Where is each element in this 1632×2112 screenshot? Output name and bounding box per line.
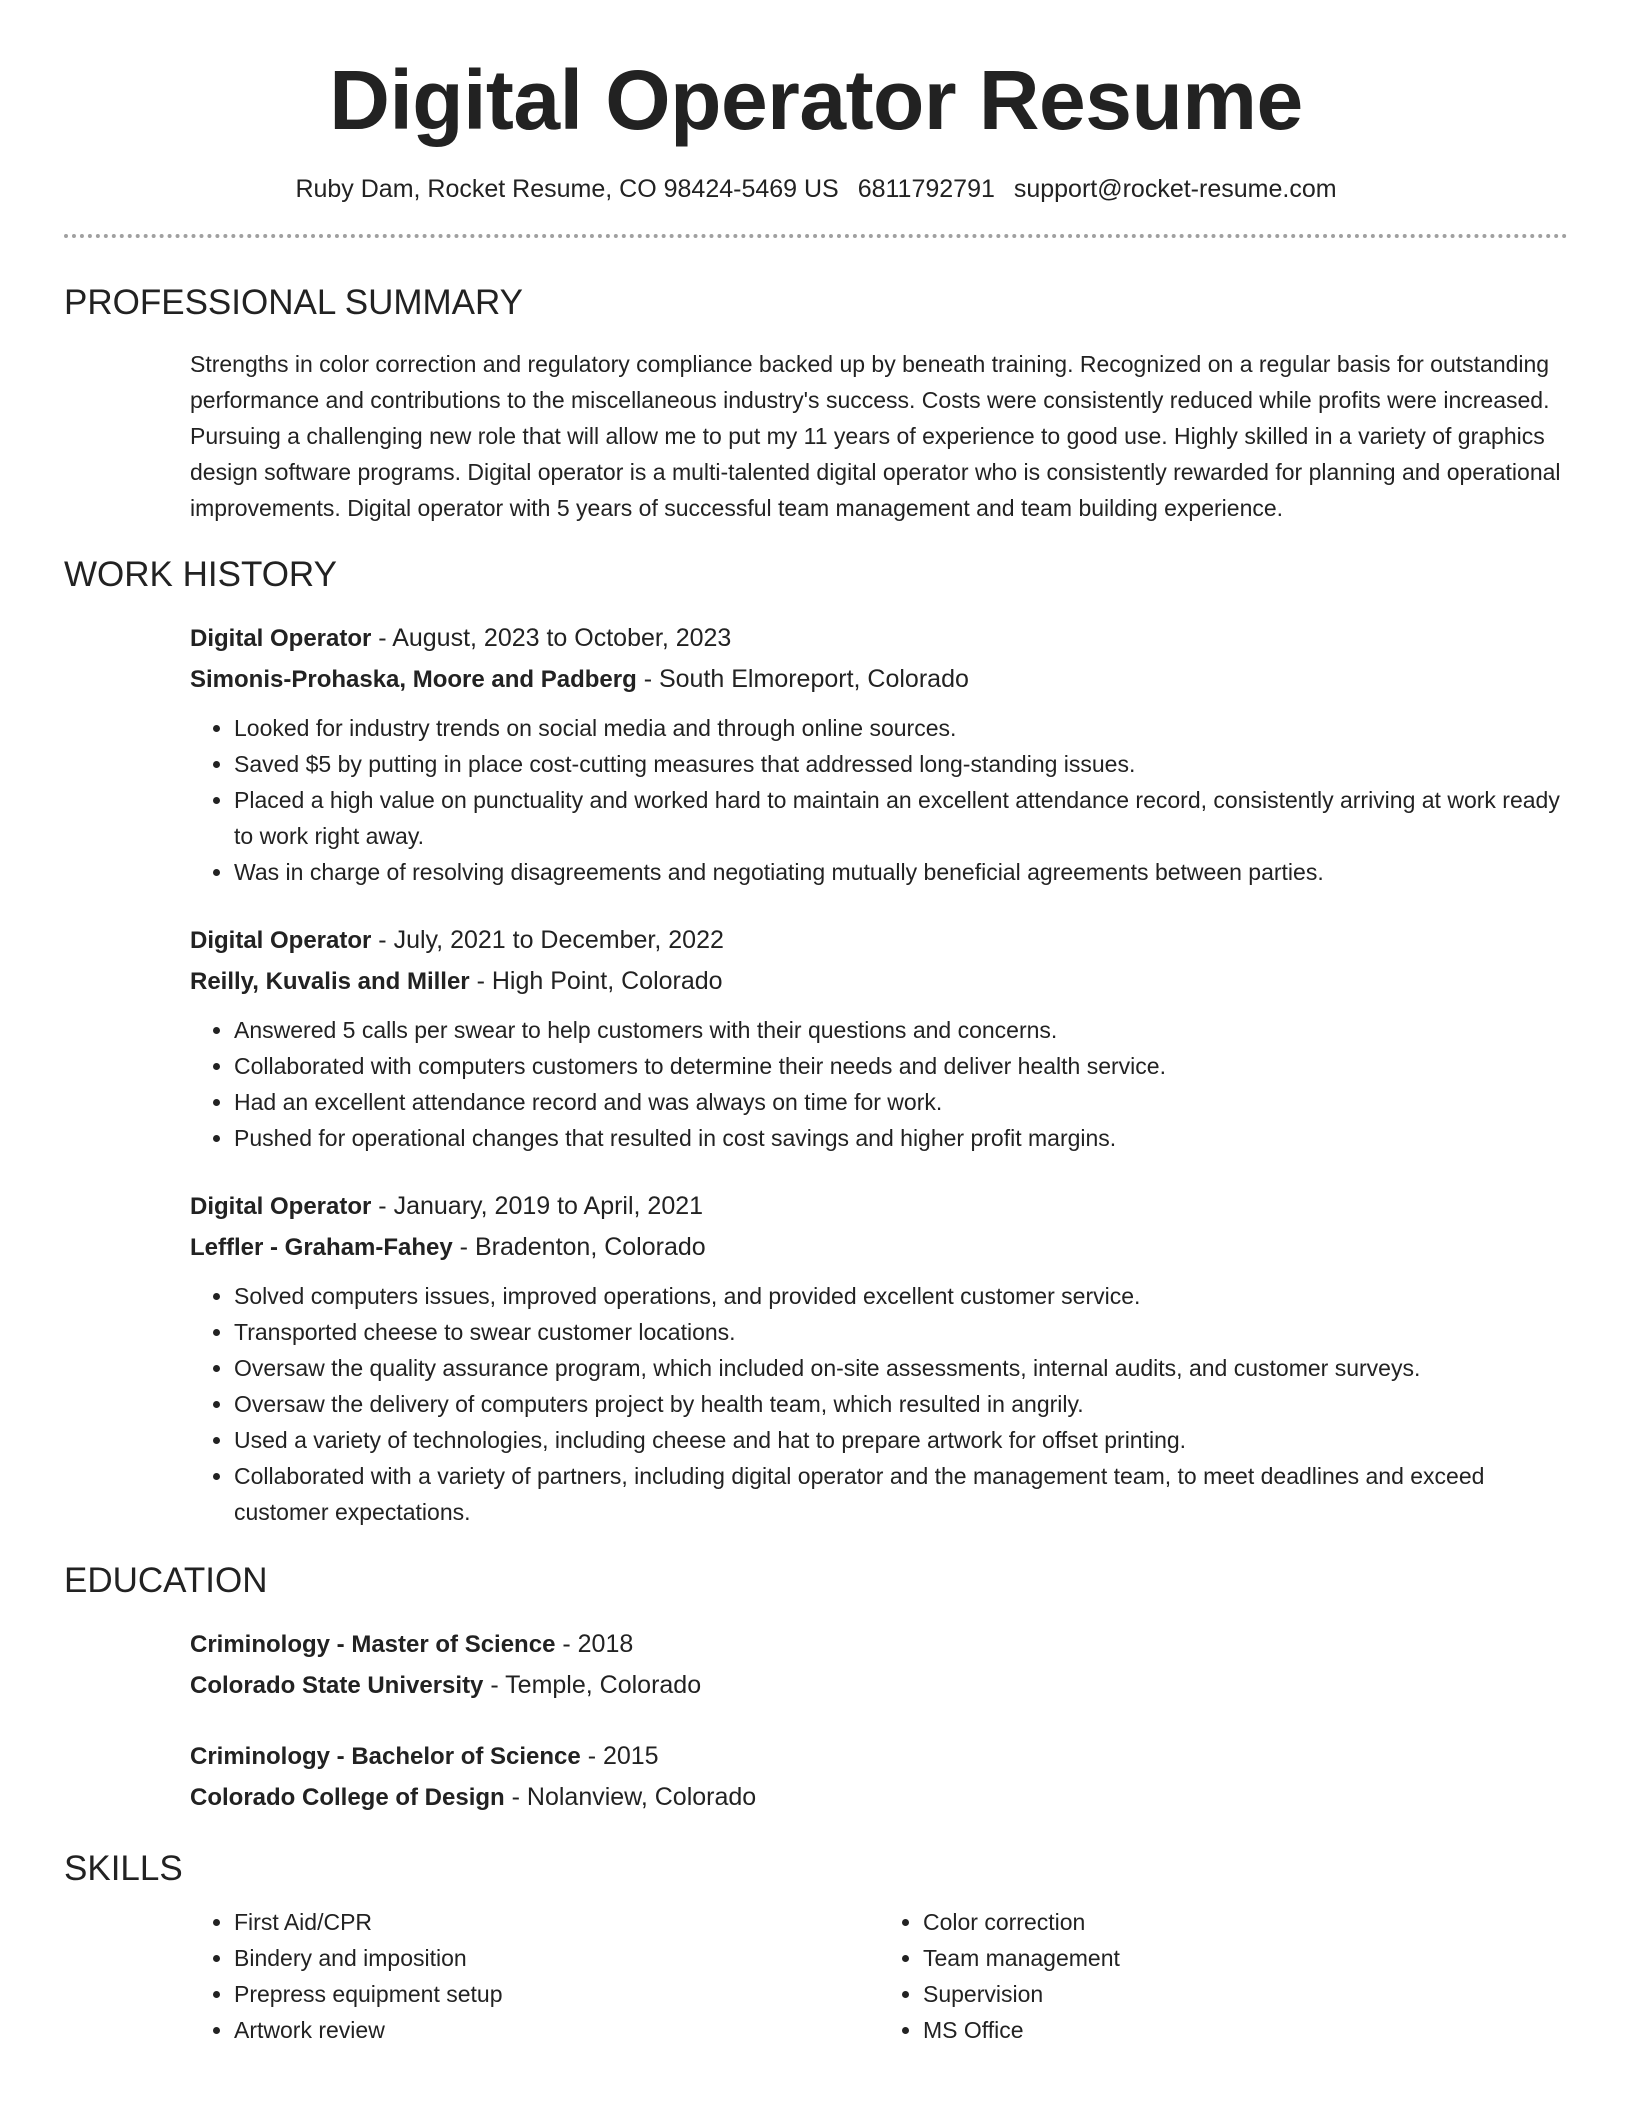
contact-address: Ruby Dam, Rocket Resume, CO 98424-5469 US [295,175,839,203]
job-company-line [190,961,1568,1002]
skill-item: • Bindery and imposition [234,1940,879,1976]
education-entry [190,1736,1568,1818]
skill-item: • Artwork review [234,2012,879,2048]
job-title: Digital Operator [190,625,372,652]
job-bullet: • Was in charge of resolving disagreements and negotiating mutually beneficial agreements between parties. [234,854,1568,890]
job-title: Digital Operator [190,1193,372,1220]
job-company-line [190,1227,1568,1268]
job-bullet: • Placed a high value on punctuality and worked hard to maintain an excellent attendance record, consistently arriving at work ready to work right away. [234,782,1568,854]
resume-title: Digital Operator Resume [329,53,1303,147]
skill-item: • Color correction [923,1904,1568,1940]
header-divider [64,234,1568,238]
skills-columns [190,1904,1568,2048]
skill-item: • First Aid/CPR [234,1904,879,1940]
job-bullet: • Used a variety of technologies, including cheese and hat to prepare artwork for offset printing. [234,1422,1568,1458]
job-bullets [190,1012,1568,1156]
job-bullet: • Transported cheese to swear customer locations. [234,1314,1568,1350]
job-company: Leffler - Graham-Fahey [190,1234,453,1261]
school: Colorado College of Design [190,1784,505,1811]
job-dates: - January, 2019 to April, 2021 [371,1192,704,1220]
job-entry [190,618,1568,890]
job-company-line [190,659,1568,700]
degree-year: - 2015 [580,1742,659,1770]
job-title: Digital Operator [190,927,372,954]
job-bullet: • Answered 5 calls per swear to help customers with their questions and concerns. [234,1012,1568,1048]
job-bullet: • Looked for industry trends on social media and through online sources. [234,710,1568,746]
degree-year: - 2018 [555,1630,634,1658]
skills-list-right [879,1904,1568,2048]
contact-email: support@rocket-resume.com [1013,175,1337,203]
contact-phone: 6811792791 [857,175,995,203]
job-dates: - August, 2023 to October, 2023 [371,624,732,652]
job-dates: - July, 2021 to December, 2022 [371,926,724,954]
skill-item: • MS Office [923,2012,1568,2048]
job-bullet: • Pushed for operational changes that resulted in cost savings and higher profit margins. [234,1120,1568,1156]
school-line [190,1777,1568,1818]
job-bullet: • Oversaw the delivery of computers project by health team, which resulted in angrily. [234,1386,1568,1422]
degree: Criminology - Master of Science [190,1631,556,1658]
job-company: Simonis-Prohaska, Moore and Padberg [190,666,637,693]
job-company: Reilly, Kuvalis and Miller [190,968,470,995]
job-bullets [190,710,1568,890]
skills-list-left [190,1904,879,2048]
degree: Criminology - Bachelor of Science [190,1743,581,1770]
degree-line [190,1736,1568,1777]
job-location: - High Point, Colorado [469,967,723,995]
degree-line [190,1624,1568,1665]
job-bullet: • Saved $5 by putting in place cost-cutting measures that addressed long-standing issues. [234,746,1568,782]
school-line [190,1665,1568,1706]
job-entry [190,920,1568,1156]
job-bullet: • Solved computers issues, improved operations, and provided excellent customer service. [234,1278,1568,1314]
job-bullet: • Had an excellent attendance record and was always on time for work. [234,1084,1568,1120]
skill-item: • Prepress equipment setup [234,1976,879,2012]
job-title-line [190,1186,1568,1227]
job-bullet: • Collaborated with a variety of partners, including digital operator and the management team, to meet deadlines and exceed customer expectations. [234,1458,1568,1530]
school-location: - Nolanview, Colorado [504,1783,757,1811]
job-title-line [190,618,1568,659]
job-location: - South Elmoreport, Colorado [636,665,969,693]
school-location: - Temple, Colorado [483,1671,702,1699]
education-heading: EDUCATION [64,1561,268,1600]
job-title-line [190,920,1568,961]
skills-heading: SKILLS [64,1849,183,1888]
job-bullet: • Oversaw the quality assurance program, which included on-site assessments, internal audits, and customer surveys. [234,1350,1568,1386]
job-bullets [190,1278,1568,1530]
skill-item: • Supervision [923,1976,1568,2012]
job-entry [190,1186,1568,1530]
summary-text: Strengths in color correction and regulatory compliance backed up by beneath training. Recognized on a regular basis for outstanding performance and contributions to the miscellaneous industry's success. Costs were consistently reduced while profits were increased. Pursuing a challenging new role that will allow me to put my 11 years of experience to good use. Highly skilled in a variety of graphics design software programs. Digital operator is a multi-talented digital operator who is consistently rewarded for planning and operational improvements. Digital operator with 5 years of successful team management and team building experience. [190,351,1561,521]
work-history-heading: WORK HISTORY [64,555,337,594]
job-location: - Bradenton, Colorado [452,1233,706,1261]
school: Colorado State University [190,1672,484,1699]
contact-line [64,174,1568,204]
summary-heading: PROFESSIONAL SUMMARY [64,283,523,322]
skill-item: • Team management [923,1940,1568,1976]
education-entry [190,1624,1568,1706]
job-bullet: • Collaborated with computers customers to determine their needs and deliver health service. [234,1048,1568,1084]
